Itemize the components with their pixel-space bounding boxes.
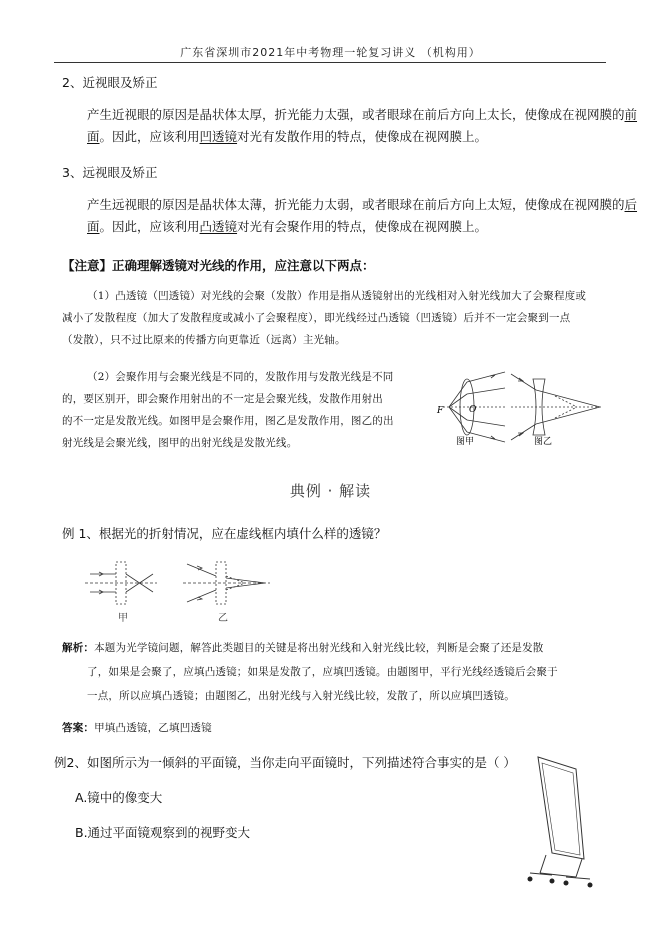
label-jia: 甲 xyxy=(118,613,128,624)
section-3-line-1: 产生远视眼的原因是晶状体太薄，折光能力太弱，或者眼球在前后方向上太短，使像成在视网膜的后 xyxy=(87,197,638,212)
example-1-analysis-line-3: 一点，所以应填凸透镜；由题图乙，出射光线与入射光线比较，发散了，所以应填凹透镜。 xyxy=(87,690,515,702)
ray-in-top xyxy=(187,564,216,576)
example-1-diagram xyxy=(85,556,285,626)
section-2-line-1: 产生近视眼的原因是晶状体太厚，折光能力太强，或者眼球在前后方向上太长，使像成在视网膜的前 xyxy=(87,107,638,122)
figure-yi-caption: 图乙 xyxy=(534,437,553,447)
diagram-yi xyxy=(183,562,270,604)
figure-yi xyxy=(511,374,603,440)
wheel-icon xyxy=(528,877,533,882)
example-1-question: 例 1、根据光的折射情况，应在虚线框内填什么样的透镜？ xyxy=(62,526,387,541)
lens-diagram xyxy=(435,368,605,448)
wheel-icon xyxy=(564,881,569,886)
ray-in-mid-top xyxy=(449,394,467,407)
note-p2-line-3: 的不一定是发散光线。如图甲是会聚作用，图乙是发散作用，图乙的出 xyxy=(62,415,394,427)
ray-out-top xyxy=(467,372,505,382)
stand-crossbar xyxy=(540,873,576,877)
section-3-line-2: 面。因此，应该利用凸透镜对光有会聚作用的特点，使像成在视网膜上。 xyxy=(87,219,488,234)
ray-in-top xyxy=(449,382,467,407)
figure-jia-caption: 图甲 xyxy=(456,437,475,447)
section-2-title: 2、近视眼及矫正 xyxy=(62,75,158,90)
arrow-icon xyxy=(490,375,495,378)
section-2-line-2: 面。因此，应该利用凹透镜对光有发散作用的特点，使像成在视网膜上。 xyxy=(87,129,488,144)
arrow-icon xyxy=(197,566,202,570)
ray-out-top xyxy=(226,578,265,583)
note-p1-line-3: （发散），只不过比原来的传播方向更靠近（远离）主光轴。 xyxy=(62,334,346,346)
label-yi: 乙 xyxy=(218,613,228,624)
example-1-analysis-line-1: 解析：本题为光学镜问题，解答此类题目的关键是将出射光线和入射光线比较，判断是会聚了还是发散 xyxy=(62,642,544,654)
option-b: B.通过平面镜观察到的视野变大 xyxy=(75,825,251,840)
page-header: 广东省深圳市2021年中考物理一轮复习讲义 （机构用） xyxy=(180,46,481,59)
stand-base-right xyxy=(566,877,590,879)
optical-center-label: O xyxy=(469,405,477,415)
example-1-analysis-line-2: 了，如果是会聚了，应填凸透镜；如果是发散了，应填凹透镜。由题图甲，平行光线经透镜后会聚于 xyxy=(87,666,558,678)
ray-in-top xyxy=(511,374,536,390)
note-p2-line-1: （2）会聚作用与会聚光线是不同的，发散作用与发散光线是不同 xyxy=(87,371,394,383)
example-1-answer: 答案：甲填凸透镜，乙填凹透镜 xyxy=(62,722,212,734)
stand-leg-left xyxy=(540,855,546,873)
focus-label: F xyxy=(437,406,444,416)
ray-in-bottom xyxy=(449,407,467,432)
wheel-icon xyxy=(588,883,593,888)
note-p1-line-2: 减小了发散程度（加大了发散程度或减小了会聚程度），即光线经过凸透镜（凹透镜）后并不一定会聚到一点 xyxy=(62,312,571,324)
arrow-icon xyxy=(490,436,495,439)
diagram-jia xyxy=(85,562,157,604)
tilted-mirror-diagram xyxy=(518,755,598,895)
mirror-glass xyxy=(542,763,580,855)
stand-leg-right xyxy=(576,859,582,877)
section-title: 典例 · 解读 xyxy=(289,482,372,500)
ray-in-bottom xyxy=(187,590,216,602)
example-2-question: 例2、如图所示为一倾斜的平面镜，当你走向平面镜时，下列描述符合事实的是（ ） xyxy=(54,755,516,770)
ray-in-bottom xyxy=(511,424,536,440)
ray-out-top xyxy=(536,390,600,407)
note-p2-line-2: 的，要区别开，即会聚作用射出的不一定是会聚光线，发散作用射出 xyxy=(62,393,383,405)
mirror-frame xyxy=(538,757,584,859)
option-a: A.镜中的像变大 xyxy=(75,790,163,805)
ray-in-mid-bottom xyxy=(449,407,467,420)
ray-out-bottom xyxy=(536,407,600,424)
header-divider xyxy=(54,62,606,63)
note-p2-line-4: 射光线是会聚光线，图甲的出射光线是发散光线。 xyxy=(62,437,298,449)
ray-out-bottom xyxy=(226,583,265,588)
note-p1-line-1: （1）凸透镜（凹透镜）对光线的会聚（发散）作用是指从透镜射出的光线相对入射光线加大了会聚程度或 xyxy=(87,290,587,302)
section-3-title: 3、远视眼及矫正 xyxy=(62,165,158,180)
wheel-icon xyxy=(550,879,555,884)
note-title: 【注意】正确理解透镜对光线的作用，应注意以下两点： xyxy=(62,258,375,273)
